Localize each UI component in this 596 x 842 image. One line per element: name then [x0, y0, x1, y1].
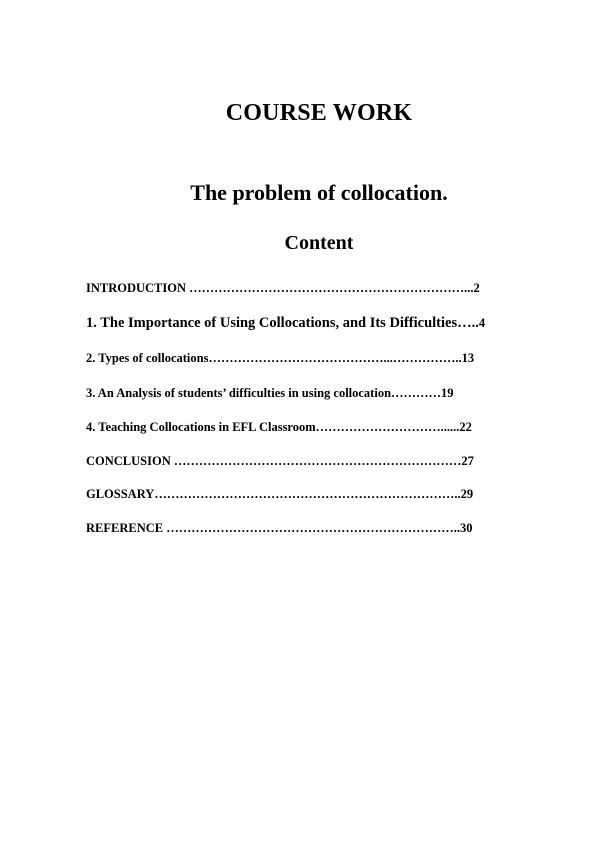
toc-entry-page: 2	[473, 281, 480, 295]
document-title: COURSE WORK	[225, 100, 413, 126]
toc-entry-page: 19	[441, 386, 454, 400]
toc-entry-label: 1. The Importance of Using Collocations, and Its Difficulties	[86, 315, 458, 331]
toc-entry-page: 30	[459, 521, 473, 535]
toc-entry-types	[86, 351, 474, 366]
toc-entry-page: 22	[459, 420, 472, 434]
toc-entry-conclusion	[86, 454, 474, 469]
toc-entry-leader: ……………………………………………………………	[173, 454, 462, 468]
toc-entry-leader: …………………………......	[315, 420, 460, 434]
toc-entry-leader: ………………………………………………………………..	[154, 487, 461, 501]
toc-entry-label: REFERENCE	[86, 521, 167, 535]
toc-entry-reference	[86, 521, 472, 536]
toc-entry-page: 4	[478, 316, 486, 330]
document-subtitle: The problem of collocation.	[190, 180, 448, 205]
toc-entry-page: 27	[461, 454, 474, 468]
toc-entry-label: CONCLUSION	[86, 454, 174, 468]
toc-entry-label: GLOSSARY	[86, 487, 155, 501]
toc-entry-analysis	[86, 386, 454, 401]
toc-entry-teaching	[86, 420, 472, 435]
toc-entry-label: INTRODUCTION	[86, 281, 190, 295]
toc-entry-page: 29	[460, 487, 474, 501]
toc-entry-leader: …..	[457, 315, 479, 331]
toc-entry-label: 2. Types of collocations	[86, 351, 209, 365]
toc-entry-label: 4. Teaching Collocations in EFL Classroom	[86, 420, 316, 434]
toc-entry-label: 3. An Analysis of students’ difficulties in using collocation	[86, 386, 392, 400]
toc-entry-leader: ……………………………………...……………..	[208, 351, 462, 365]
toc-entry-leader: ……………………………………………………………..	[166, 521, 460, 535]
toc-entry-introduction	[86, 281, 480, 296]
toc-entry-leader: …………………………………………………………...	[189, 281, 474, 295]
toc-entry-glossary	[86, 487, 473, 502]
toc-heading: Content	[284, 232, 354, 254]
toc-entry-importance	[86, 315, 485, 332]
toc-entry-page: 13	[461, 351, 475, 365]
toc-entry-leader: …………	[391, 386, 442, 400]
